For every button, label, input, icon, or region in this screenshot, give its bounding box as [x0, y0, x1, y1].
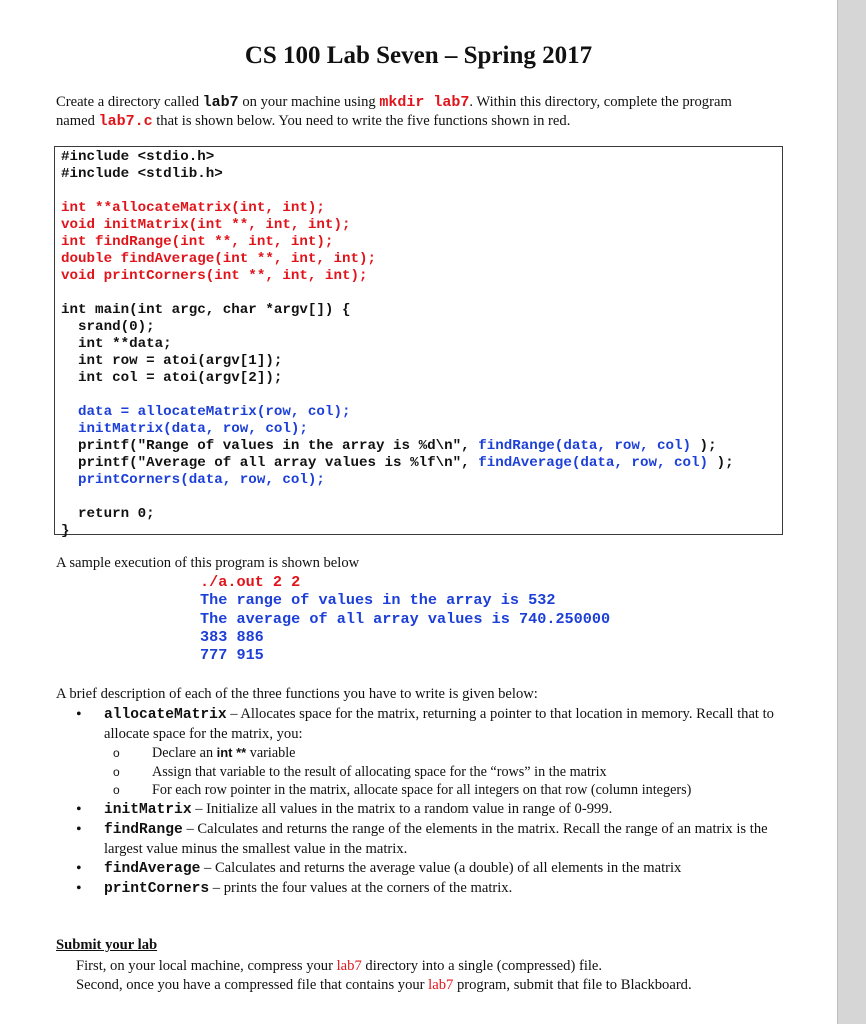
- printf-close: );: [708, 455, 734, 471]
- function-description: – Initialize all values in the matrix to a random value in range of 0-999.: [191, 800, 613, 817]
- bullet-icon: •: [76, 706, 82, 723]
- code-line: #include <stdio.h>: [61, 149, 215, 165]
- sub-item-text: variable: [246, 745, 296, 761]
- code-blank-line: [61, 387, 734, 404]
- function-description-list: [76, 705, 776, 899]
- code-listing: [61, 149, 734, 540]
- code-line: int row = atoi(argv[1]);: [61, 353, 283, 369]
- intro-file-name: lab7.c: [98, 113, 153, 130]
- code-line-printf: [61, 455, 734, 472]
- list-item: [76, 879, 776, 899]
- intro-text-4: that is shown below. You need to write the five functions shown in red.: [152, 113, 571, 129]
- bullet-icon: •: [76, 800, 82, 818]
- function-name: printCorners: [104, 880, 210, 897]
- sample-output-line: 383 886: [200, 627, 264, 646]
- list-item: [76, 820, 776, 859]
- circle-bullet-icon: o: [113, 783, 120, 797]
- submit-instructions: [76, 957, 796, 995]
- intro-text-3: . Within this directory, complete the program named: [56, 94, 732, 129]
- submit-dir-name: lab7: [428, 977, 454, 993]
- submit-text: directory into a single (compressed) file.: [361, 958, 603, 974]
- sub-item-code: int **: [216, 745, 247, 760]
- code-blank-line: [61, 183, 734, 200]
- printf-call-arg: findRange(data, row, col): [478, 438, 692, 454]
- code-blank-line: [61, 489, 734, 506]
- sample-intro: A sample execution of this program is shown below: [56, 555, 360, 571]
- code-line-prototype: double findAverage(int **, int, int);: [61, 251, 377, 267]
- code-line-call: printCorners(data, row, col);: [61, 472, 325, 488]
- printf-format: printf("Range of values in the array is %d\n",: [61, 438, 479, 454]
- code-line-prototype: void initMatrix(int **, int, int);: [61, 217, 351, 233]
- bullet-icon: •: [76, 859, 82, 877]
- printf-close: );: [691, 438, 717, 454]
- printf-format: printf("Average of all array values is %lf\n",: [61, 455, 479, 471]
- list-item: [76, 859, 776, 879]
- code-line: return 0;: [61, 506, 155, 522]
- sample-output-line: 777 915: [200, 646, 264, 665]
- code-line: int main(int argc, char *argv[]) {: [61, 302, 351, 318]
- submit-text: Second, once you have a compressed file that contains your: [76, 977, 429, 993]
- list-item: [76, 705, 776, 744]
- code-line-call: initMatrix(data, row, col);: [61, 421, 308, 437]
- intro-mkdir-command: mkdir lab7: [379, 94, 470, 111]
- intro-text-1: Create a directory called: [56, 94, 203, 110]
- intro-dir-name: lab7: [202, 94, 239, 111]
- circle-bullet-icon: o: [113, 764, 120, 779]
- function-name: findRange: [104, 821, 183, 838]
- function-description: – prints the four values at the corners of the matrix.: [209, 879, 513, 896]
- list-item: [76, 800, 776, 820]
- function-description: – Calculates and returns the average value (a double) of all elements in the matrix: [200, 859, 682, 876]
- circle-bullet-icon: o: [113, 746, 120, 760]
- submit-text: First, on your local machine, compress your: [76, 958, 337, 974]
- submit-line-2: [76, 976, 796, 995]
- code-blank-line: [61, 285, 734, 302]
- code-line: int **data;: [61, 336, 172, 352]
- function-description: – Calculates and returns the range of the elements in the matrix. Recall the range of an matrix is the largest value minus the smallest value in the matrix.: [104, 820, 768, 857]
- code-line-prototype: int findRange(int **, int, int);: [61, 234, 334, 250]
- sample-output-line: The average of all array values is 740.250000: [200, 609, 611, 628]
- function-name: findAverage: [104, 860, 201, 877]
- function-name: initMatrix: [104, 801, 192, 818]
- code-line: }: [61, 523, 70, 539]
- sample-output: [200, 573, 610, 664]
- sub-item-text: Assign that variable to the result of allocating space for the “rows” in the matrix: [152, 763, 607, 780]
- function-name: allocateMatrix: [104, 707, 227, 723]
- submit-heading: Submit your lab: [56, 937, 158, 953]
- code-line: srand(0);: [61, 319, 155, 335]
- sub-list-item: [76, 744, 776, 763]
- submit-dir-name: lab7: [336, 958, 362, 974]
- sub-list-item: [76, 781, 776, 800]
- sample-command: ./a.out 2 2: [200, 573, 301, 591]
- page-title: CS 100 Lab Seven – Spring 2017: [244, 42, 593, 69]
- sub-list-item: [76, 763, 776, 782]
- submit-line-1: [76, 957, 796, 976]
- code-line-prototype: int **allocateMatrix(int, int);: [61, 200, 325, 216]
- intro-paragraph: [56, 93, 756, 131]
- code-line-prototype: void printCorners(int **, int, int);: [61, 268, 368, 284]
- submit-text: program, submit that file to Blackboard.: [453, 977, 692, 993]
- code-line: #include <stdlib.h>: [61, 166, 223, 182]
- sub-item-text: For each row pointer in the matrix, allocate space for all integers on that row (column integers): [152, 782, 692, 798]
- bullet-icon: •: [76, 879, 82, 897]
- code-listing-box: [54, 146, 783, 539]
- intro-text-2: on your machine using: [238, 94, 380, 110]
- sample-output-line: The range of values in the array is 532: [200, 591, 556, 610]
- description-intro: A brief description of each of the three functions you have to write is given below:: [56, 686, 538, 702]
- code-line-printf: [61, 438, 734, 455]
- printf-call-arg: findAverage(data, row, col): [478, 455, 709, 471]
- code-line-call: data = allocateMatrix(row, col);: [61, 404, 351, 420]
- function-description: – Allocates space for the matrix, returning a pointer to that location in memory. Recall that to allocate space for the matrix, you:: [104, 706, 774, 742]
- code-line: int col = atoi(argv[2]);: [61, 370, 283, 386]
- bullet-icon: •: [76, 820, 82, 838]
- sub-item-text: Declare an: [152, 745, 217, 761]
